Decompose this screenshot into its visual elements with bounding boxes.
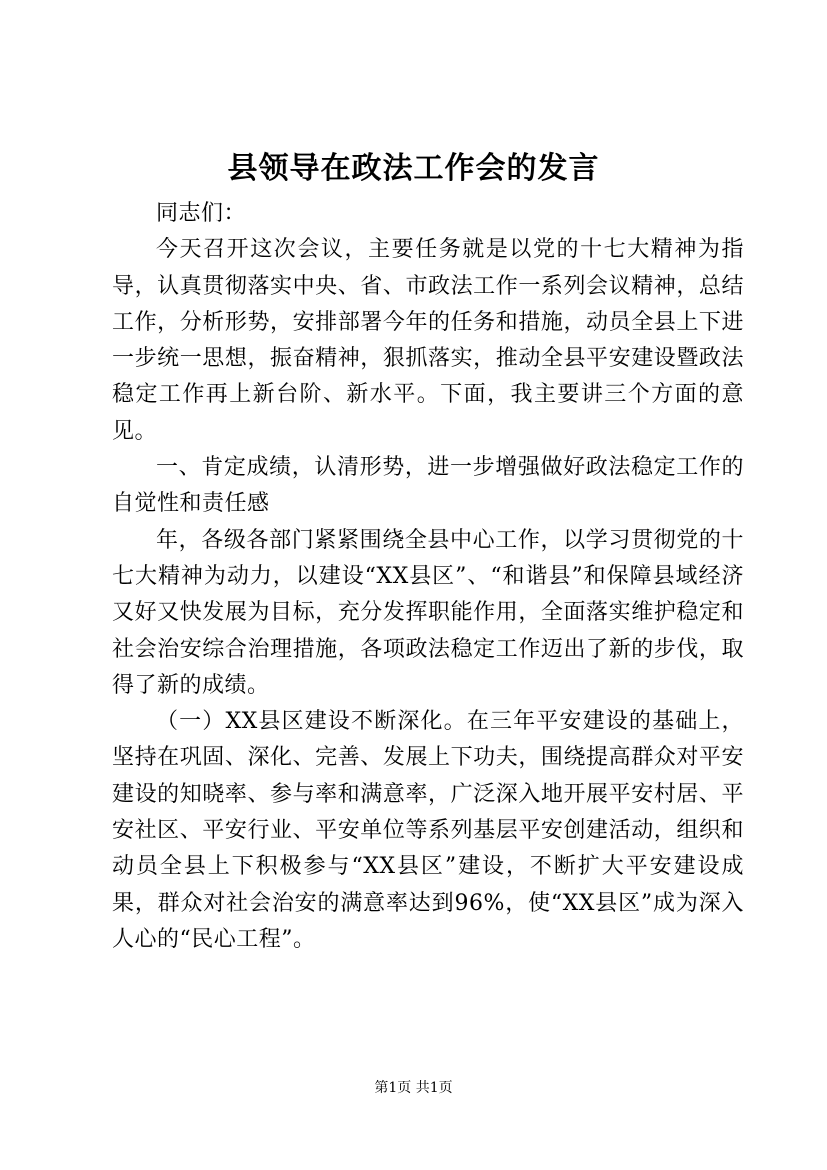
section-heading-paragraph: 一、肯定成绩，认清形势，进一步增强做好政法稳定工作的自觉性和责任感: [112, 455, 744, 517]
intro-paragraph: 今天召开这次会议，主要任务就是以党的十七大精神为指导，认真贯彻落实中央、省、市政法工作一系列会议精神，总结工作，分析形势，安排部署今年的任务和措施，动员全县上下进一步统一思想，振奋精神，狠抓落实，推动全县平安建设暨政法稳定工作再上新台阶、新水平。下面，我主要讲三个方面的意见。: [112, 237, 744, 444]
document-body: [112, 196, 744, 958]
page-number-footer: 第1页 共1页: [374, 1080, 453, 1096]
achievements-paragraph: 年，各级各部门紧紧围绕全县中心工作，以学习贯彻党的十七大精神为动力，以建设“XX县区”、“和谐县”和保障县域经济又好又快发展为目标，充分发挥职能作用，全面落实维护稳定和社会治安综合治理措施，各项政法稳定工作迈出了新的步伐，取得了新的成绩。: [112, 527, 744, 698]
subsection-paragraph: （一）XX县区建设不断深化。在三年平安建设的基础上，坚持在巩固、深化、完善、发展上下功夫，围绕提高群众对平安建设的知晓率、参与率和满意率，广泛深入地开展平安村居、平安社区、平安行业、平安单位等系列基层平安创建活动，组织和动员全县上下积极参与“XX县区”建设，不断扩大平安建设成果，群众对社会治安的满意率达到96%，使“XX县区”成为深入人心的“民心工程”。: [112, 709, 744, 952]
salutation-paragraph: 同志们：: [156, 201, 247, 226]
document-title: 县领导在政法工作会的发言: [227, 151, 600, 186]
